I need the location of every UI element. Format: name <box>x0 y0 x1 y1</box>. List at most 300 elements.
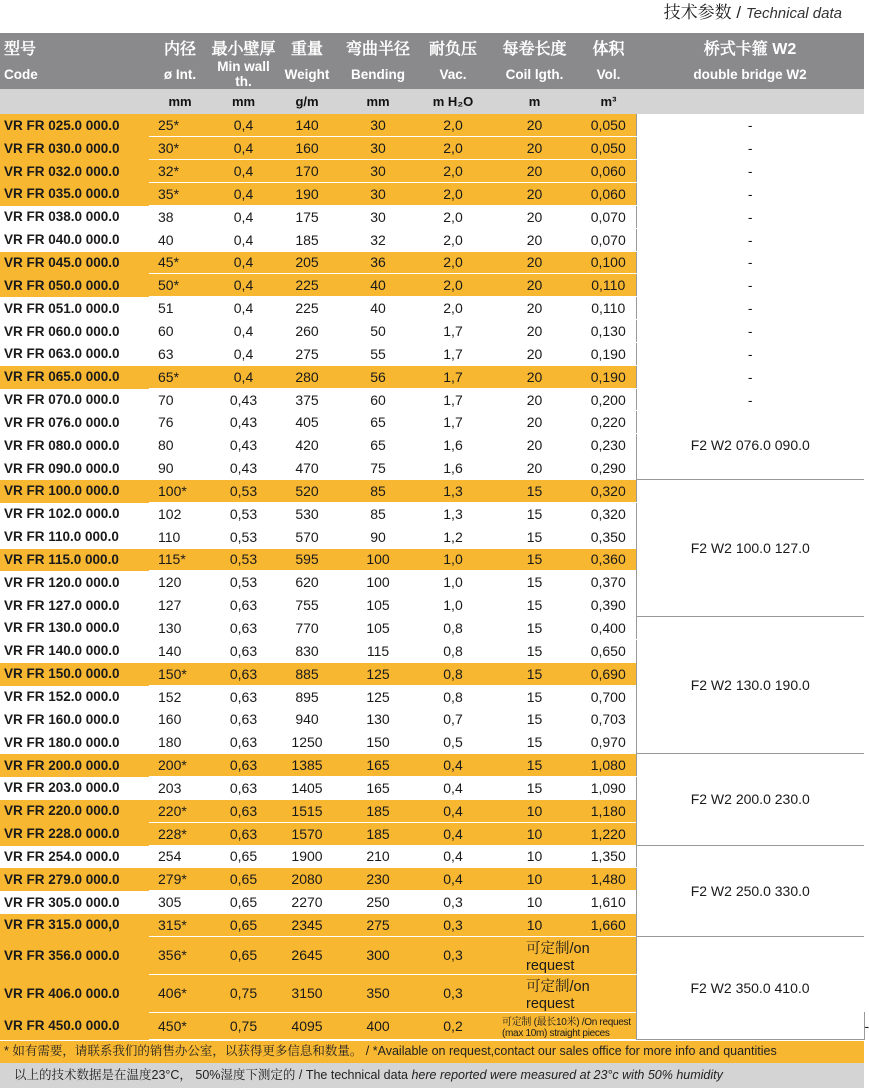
cell-diameter: 76 <box>149 411 211 434</box>
cell-wall: 0,53 <box>211 525 276 548</box>
cell-bridge-none: - <box>636 320 864 343</box>
header-row-en <box>0 59 864 89</box>
cell-bridge-none: - <box>636 342 864 365</box>
cell-vacuum: 1,6 <box>418 457 488 480</box>
cell-code: VR FR 279.0 000.0 <box>0 868 149 891</box>
cell-bridge-group: F2 W2 076.0 090.0 <box>636 411 864 480</box>
cell-volume: 0,360 <box>581 548 636 571</box>
cell-weight: 2345 <box>276 914 338 937</box>
cell-code: VR FR 220.0 000.0 <box>0 799 149 822</box>
table-row <box>0 411 864 434</box>
cell-bending: 30 <box>338 160 418 183</box>
unit-bridge <box>636 89 864 114</box>
cell-coil: 15 <box>488 594 581 617</box>
cell-vacuum: 0,3 <box>418 936 488 974</box>
col-header-zh-coil: 每卷长度 <box>488 33 581 59</box>
page-title <box>0 0 842 32</box>
cell-code: VR FR 130.0 000.0 <box>0 617 149 640</box>
cell-coil: 20 <box>488 228 581 251</box>
cell-bridge-group: F2 W2 100.0 127.0 <box>636 480 864 617</box>
cell-weight: 160 <box>276 137 338 160</box>
col-header-zh-bending: 弯曲半径 <box>338 33 418 59</box>
cell-bridge-none: - <box>636 388 864 411</box>
cell-volume: 0,320 <box>581 502 636 525</box>
cell-diameter: 152 <box>149 685 211 708</box>
cell-vacuum: 2,0 <box>418 137 488 160</box>
cell-diameter: 228* <box>149 822 211 845</box>
cell-diameter: 406* <box>149 974 211 1012</box>
cell-diameter: 65* <box>149 365 211 388</box>
cell-weight: 1900 <box>276 845 338 868</box>
cell-code: VR FR 110.0 000.0 <box>0 525 149 548</box>
col-header-en-code: Code <box>0 59 149 89</box>
cell-wall: 0,4 <box>211 205 276 228</box>
cell-diameter: 70 <box>149 388 211 411</box>
cell-vacuum: 1,0 <box>418 571 488 594</box>
cell-bending: 56 <box>338 365 418 388</box>
cell-volume: 0,970 <box>581 731 636 754</box>
cell-vacuum: 0,2 <box>418 1012 488 1039</box>
col-header-zh-wall: 最小壁厚 <box>211 33 276 59</box>
cell-wall: 0,4 <box>211 251 276 274</box>
cell-volume: 0,370 <box>581 571 636 594</box>
cell-wall: 0,63 <box>211 685 276 708</box>
cell-vacuum: 0,4 <box>418 799 488 822</box>
col-header-en-bending: Bending <box>338 59 418 89</box>
cell-bending: 65 <box>338 411 418 434</box>
table-row <box>0 274 864 297</box>
footnote-request: * 如有需要，请联系我们的销售办公室，以获得更多信息和数量。 / *Available on request,contact our sales office for more info and quantities <box>0 1041 864 1063</box>
cell-vacuum: 0,8 <box>418 639 488 662</box>
cell-weight: 190 <box>276 183 338 206</box>
cell-weight: 830 <box>276 639 338 662</box>
cell-coil: 15 <box>488 662 581 685</box>
table-row <box>0 160 864 183</box>
cell-vacuum: 1,0 <box>418 594 488 617</box>
table-row <box>0 114 864 137</box>
cell-vacuum: 0,8 <box>418 662 488 685</box>
cell-diameter: 200* <box>149 754 211 777</box>
cell-code: VR FR 030.0 000.0 <box>0 137 149 160</box>
cell-coil: 10 <box>488 868 581 891</box>
cell-vacuum: 2,0 <box>418 297 488 320</box>
cell-coil: 20 <box>488 434 581 457</box>
cell-coil: 15 <box>488 685 581 708</box>
cell-code: VR FR 060.0 000.0 <box>0 320 149 343</box>
cell-wall: 0,4 <box>211 365 276 388</box>
cell-coil: 20 <box>488 160 581 183</box>
cell-volume: 0,130 <box>581 320 636 343</box>
cell-weight: 420 <box>276 434 338 457</box>
table-row <box>0 936 864 974</box>
cell-coil: 15 <box>488 525 581 548</box>
cell-bending: 300 <box>338 936 418 974</box>
cell-coil: 10 <box>488 914 581 937</box>
cell-weight: 885 <box>276 662 338 685</box>
cell-bending: 210 <box>338 845 418 868</box>
cell-wall: 0,63 <box>211 617 276 640</box>
cell-volume: 0,290 <box>581 457 636 480</box>
cell-bending: 40 <box>338 297 418 320</box>
cell-bridge-group: F2 W2 200.0 230.0 <box>636 754 864 845</box>
cell-vacuum: 1,7 <box>418 342 488 365</box>
table-row <box>0 365 864 388</box>
cell-bending: 36 <box>338 251 418 274</box>
cell-wall: 0,4 <box>211 342 276 365</box>
cell-coil: 20 <box>488 274 581 297</box>
cell-wall: 0,63 <box>211 662 276 685</box>
cell-bending: 125 <box>338 662 418 685</box>
cell-diameter: 51 <box>149 297 211 320</box>
cell-volume: 0,110 <box>581 274 636 297</box>
cell-weight: 770 <box>276 617 338 640</box>
cell-weight: 2080 <box>276 868 338 891</box>
cell-vacuum: 1,7 <box>418 365 488 388</box>
cell-coil: 15 <box>488 548 581 571</box>
cell-code: VR FR 076.0 000.0 <box>0 411 149 434</box>
cell-coil: 20 <box>488 457 581 480</box>
cell-weight: 280 <box>276 365 338 388</box>
cell-wall: 0,43 <box>211 411 276 434</box>
cell-wall: 0,63 <box>211 754 276 777</box>
cell-diameter: 356* <box>149 936 211 974</box>
cell-volume: 0,110 <box>581 297 636 320</box>
cell-bending: 100 <box>338 548 418 571</box>
cell-on-request: 可定制/on request <box>488 936 636 974</box>
cell-code: VR FR 254.0 000.0 <box>0 845 149 868</box>
cell-wall: 0,4 <box>211 114 276 137</box>
cell-volume: 0,060 <box>581 183 636 206</box>
cell-bending: 230 <box>338 868 418 891</box>
cell-weight: 260 <box>276 320 338 343</box>
cell-coil: 15 <box>488 639 581 662</box>
cell-code: VR FR 200.0 000.0 <box>0 754 149 777</box>
cell-coil: 15 <box>488 502 581 525</box>
cell-vacuum: 0,8 <box>418 685 488 708</box>
cell-volume: 0,700 <box>581 685 636 708</box>
cell-vacuum: 2,0 <box>418 251 488 274</box>
cell-code: VR FR 203.0 000.0 <box>0 776 149 799</box>
cell-vacuum: 0,8 <box>418 617 488 640</box>
cell-volume: 0,100 <box>581 251 636 274</box>
cell-diameter: 150* <box>149 662 211 685</box>
header-row-zh <box>0 33 864 59</box>
cell-bridge-group: F2 W2 130.0 190.0 <box>636 617 864 754</box>
cell-diameter: 38 <box>149 205 211 228</box>
cell-weight: 1385 <box>276 754 338 777</box>
cell-weight: 470 <box>276 457 338 480</box>
cell-code: VR FR 406.0 000.0 <box>0 974 149 1012</box>
cell-coil: 20 <box>488 342 581 365</box>
cell-code: VR FR 356.0 000.0 <box>0 936 149 974</box>
cell-volume: 0,230 <box>581 434 636 457</box>
footnotes <box>0 1041 864 1088</box>
unit-code <box>0 89 149 114</box>
cell-volume: 1,080 <box>581 754 636 777</box>
table-row <box>0 228 864 251</box>
cell-code: VR FR 305.0 000.0 <box>0 891 149 914</box>
col-header-en-bridge: double bridge W2 <box>636 59 864 89</box>
cell-bending: 150 <box>338 731 418 754</box>
cell-diameter: 60 <box>149 320 211 343</box>
unit-coil: m <box>488 89 581 114</box>
cell-wall: 0,4 <box>211 183 276 206</box>
page-title-zh: 技术参数 <box>663 3 732 22</box>
cell-vacuum: 1,7 <box>418 388 488 411</box>
cell-coil: 20 <box>488 183 581 206</box>
cell-diameter: 254 <box>149 845 211 868</box>
cell-weight: 1405 <box>276 776 338 799</box>
cell-weight: 2270 <box>276 891 338 914</box>
col-header-zh-diameter: 内径 <box>149 33 211 59</box>
col-header-en-diameter: ø Int. <box>149 59 211 89</box>
cell-diameter: 50* <box>149 274 211 297</box>
cell-wall: 0,53 <box>211 502 276 525</box>
cell-coil: 10 <box>488 845 581 868</box>
cell-diameter: 279* <box>149 868 211 891</box>
cell-weight: 275 <box>276 342 338 365</box>
cell-wall: 0,75 <box>211 1012 276 1039</box>
cell-volume: 1,180 <box>581 799 636 822</box>
unit-weight: g/m <box>276 89 338 114</box>
cell-bending: 50 <box>338 320 418 343</box>
cell-coil: 20 <box>488 114 581 137</box>
cell-vacuum: 0,4 <box>418 845 488 868</box>
cell-vacuum: 2,0 <box>418 114 488 137</box>
cell-bridge-none: - <box>636 183 864 206</box>
col-header-en-vacuum: Vac. <box>418 59 488 89</box>
cell-code: VR FR 150.0 000.0 <box>0 662 149 685</box>
footnote-conditions <box>0 1063 864 1088</box>
cell-volume: 0,350 <box>581 525 636 548</box>
cell-vacuum: 2,0 <box>418 183 488 206</box>
cell-weight: 3150 <box>276 974 338 1012</box>
cell-diameter: 63 <box>149 342 211 365</box>
cell-code: VR FR 100.0 000.0 <box>0 480 149 503</box>
cell-coil: 15 <box>488 571 581 594</box>
cell-coil: 15 <box>488 480 581 503</box>
table-row <box>0 754 864 777</box>
cell-bending: 75 <box>338 457 418 480</box>
cell-code: VR FR 035.0 000.0 <box>0 183 149 206</box>
col-header-en-volume: Vol. <box>581 59 636 89</box>
cell-wall: 0,43 <box>211 388 276 411</box>
cell-diameter: 45* <box>149 251 211 274</box>
cell-bending: 130 <box>338 708 418 731</box>
cell-vacuum: 2,0 <box>418 274 488 297</box>
cell-vacuum: 0,3 <box>418 914 488 937</box>
cell-volume: 0,390 <box>581 594 636 617</box>
table-row <box>0 251 864 274</box>
cell-bending: 55 <box>338 342 418 365</box>
cell-code: VR FR 080.0 000.0 <box>0 434 149 457</box>
cell-bridge-none: - <box>636 251 864 274</box>
cell-wall: 0,63 <box>211 708 276 731</box>
cell-diameter: 80 <box>149 434 211 457</box>
cell-bridge-none: - <box>636 160 864 183</box>
cell-bending: 115 <box>338 639 418 662</box>
cell-weight: 620 <box>276 571 338 594</box>
cell-bending: 165 <box>338 754 418 777</box>
cell-volume: 0,703 <box>581 708 636 731</box>
cell-weight: 530 <box>276 502 338 525</box>
cell-wall: 0,4 <box>211 137 276 160</box>
cell-vacuum: 2,0 <box>418 205 488 228</box>
cell-wall: 0,4 <box>211 297 276 320</box>
cell-code: VR FR 065.0 000.0 <box>0 365 149 388</box>
cell-weight: 4095 <box>276 1012 338 1039</box>
cell-code: VR FR 127.0 000.0 <box>0 594 149 617</box>
cell-bending: 185 <box>338 799 418 822</box>
cell-vacuum: 2,0 <box>418 160 488 183</box>
cell-vacuum: 1,6 <box>418 434 488 457</box>
cell-volume: 1,660 <box>581 914 636 937</box>
cell-diameter: 100* <box>149 480 211 503</box>
cell-volume: 0,190 <box>581 342 636 365</box>
cell-weight: 170 <box>276 160 338 183</box>
cell-volume: 0,650 <box>581 639 636 662</box>
cell-diameter: 90 <box>149 457 211 480</box>
cell-volume: 0,070 <box>581 205 636 228</box>
cell-weight: 940 <box>276 708 338 731</box>
cell-vacuum: 1,3 <box>418 502 488 525</box>
cell-volume: 0,060 <box>581 160 636 183</box>
cell-volume: 1,090 <box>581 776 636 799</box>
cell-coil: 10 <box>488 799 581 822</box>
cell-bending: 125 <box>338 685 418 708</box>
cell-diameter: 160 <box>149 708 211 731</box>
cell-coil: 15 <box>488 617 581 640</box>
table-row <box>0 205 864 228</box>
cell-volume: 0,190 <box>581 365 636 388</box>
cell-diameter: 315* <box>149 914 211 937</box>
cell-bending: 30 <box>338 183 418 206</box>
cell-code: VR FR 160.0 000.0 <box>0 708 149 731</box>
table-row <box>0 320 864 343</box>
cell-wall: 0,4 <box>211 228 276 251</box>
table-body <box>0 114 869 1039</box>
col-header-en-wall: Min wall th. <box>211 59 276 89</box>
cell-weight: 570 <box>276 525 338 548</box>
page-title-en: Technical data <box>745 5 842 22</box>
cell-wall: 0,65 <box>211 914 276 937</box>
footnote-conditions-zh: 以上的技术数据是在温度23°C， 50%湿度下测定的 <box>14 1068 296 1082</box>
table-row <box>0 342 864 365</box>
cell-code: VR FR 140.0 000.0 <box>0 639 149 662</box>
cell-wall: 0,63 <box>211 799 276 822</box>
cell-wall: 0,4 <box>211 320 276 343</box>
cell-code: VR FR 315.0 000,0 <box>0 914 149 937</box>
cell-bending: 165 <box>338 776 418 799</box>
cell-code: VR FR 152.0 000.0 <box>0 685 149 708</box>
cell-volume: 0,050 <box>581 137 636 160</box>
units-row <box>0 89 864 114</box>
col-header-zh-weight: 重量 <box>276 33 338 59</box>
cell-diameter: 102 <box>149 502 211 525</box>
unit-bending: mm <box>338 89 418 114</box>
cell-bending: 90 <box>338 525 418 548</box>
cell-bridge-none: - <box>636 228 864 251</box>
cell-bridge-none: - <box>636 365 864 388</box>
cell-bending: 250 <box>338 891 418 914</box>
cell-wall: 0,53 <box>211 480 276 503</box>
cell-on-request: 可定制 (最长10米) /On request (max 10m) straight pieces <box>488 1012 636 1039</box>
cell-wall: 0,4 <box>211 160 276 183</box>
technical-data-table <box>0 33 869 1040</box>
cell-wall: 0,63 <box>211 639 276 662</box>
cell-vacuum: 0,7 <box>418 708 488 731</box>
table-row <box>0 480 864 503</box>
cell-diameter: 32* <box>149 160 211 183</box>
cell-bridge-none: - <box>636 297 864 320</box>
cell-vacuum: 0,4 <box>418 776 488 799</box>
cell-coil: 10 <box>488 822 581 845</box>
cell-diameter: 180 <box>149 731 211 754</box>
cell-vacuum: 1,3 <box>418 480 488 503</box>
cell-bending: 65 <box>338 434 418 457</box>
table-row <box>0 388 864 411</box>
page-title-separator: / <box>731 3 746 22</box>
cell-bridge-none: - <box>636 205 864 228</box>
cell-wall: 0,65 <box>211 868 276 891</box>
cell-wall: 0,75 <box>211 974 276 1012</box>
cell-volume: 0,690 <box>581 662 636 685</box>
cell-vacuum: 1,2 <box>418 525 488 548</box>
cell-coil: 15 <box>488 754 581 777</box>
cell-diameter: 140 <box>149 639 211 662</box>
cell-code: VR FR 050.0 000.0 <box>0 274 149 297</box>
cell-diameter: 220* <box>149 799 211 822</box>
cell-code: VR FR 040.0 000.0 <box>0 228 149 251</box>
cell-weight: 225 <box>276 274 338 297</box>
table-row <box>0 297 864 320</box>
cell-wall: 0,4 <box>211 274 276 297</box>
cell-coil: 20 <box>488 297 581 320</box>
cell-volume: 0,320 <box>581 480 636 503</box>
cell-vacuum: 1,7 <box>418 320 488 343</box>
cell-code: VR FR 070.0 000.0 <box>0 388 149 411</box>
cell-wall: 0,53 <box>211 548 276 571</box>
cell-coil: 20 <box>488 365 581 388</box>
cell-wall: 0,43 <box>211 434 276 457</box>
cell-weight: 1570 <box>276 822 338 845</box>
cell-wall: 0,63 <box>211 822 276 845</box>
cell-volume: 0,220 <box>581 411 636 434</box>
unit-diameter: mm <box>149 89 211 114</box>
footnote-conditions-separator: / The technical data <box>295 1068 412 1082</box>
cell-bridge-group: F2 W2 250.0 330.0 <box>636 845 864 936</box>
unit-vacuum: m H₂O <box>418 89 488 114</box>
cell-code: VR FR 450.0 000.0 <box>0 1012 149 1039</box>
cell-bending: 350 <box>338 974 418 1012</box>
cell-weight: 205 <box>276 251 338 274</box>
cell-bending: 275 <box>338 914 418 937</box>
cell-weight: 1515 <box>276 799 338 822</box>
footnote-conditions-en: here reported were measured at 23°c with 50% humidity <box>411 1068 723 1082</box>
cell-wall: 0,63 <box>211 776 276 799</box>
cell-volume: 1,350 <box>581 845 636 868</box>
cell-bending: 85 <box>338 502 418 525</box>
cell-vacuum: 2,0 <box>418 228 488 251</box>
cell-bending: 32 <box>338 228 418 251</box>
cell-weight: 175 <box>276 205 338 228</box>
cell-diameter: 305 <box>149 891 211 914</box>
cell-weight: 520 <box>276 480 338 503</box>
cell-volume: 0,400 <box>581 617 636 640</box>
cell-coil: 15 <box>488 708 581 731</box>
cell-volume: 0,070 <box>581 228 636 251</box>
cell-vacuum: 1,0 <box>418 548 488 571</box>
